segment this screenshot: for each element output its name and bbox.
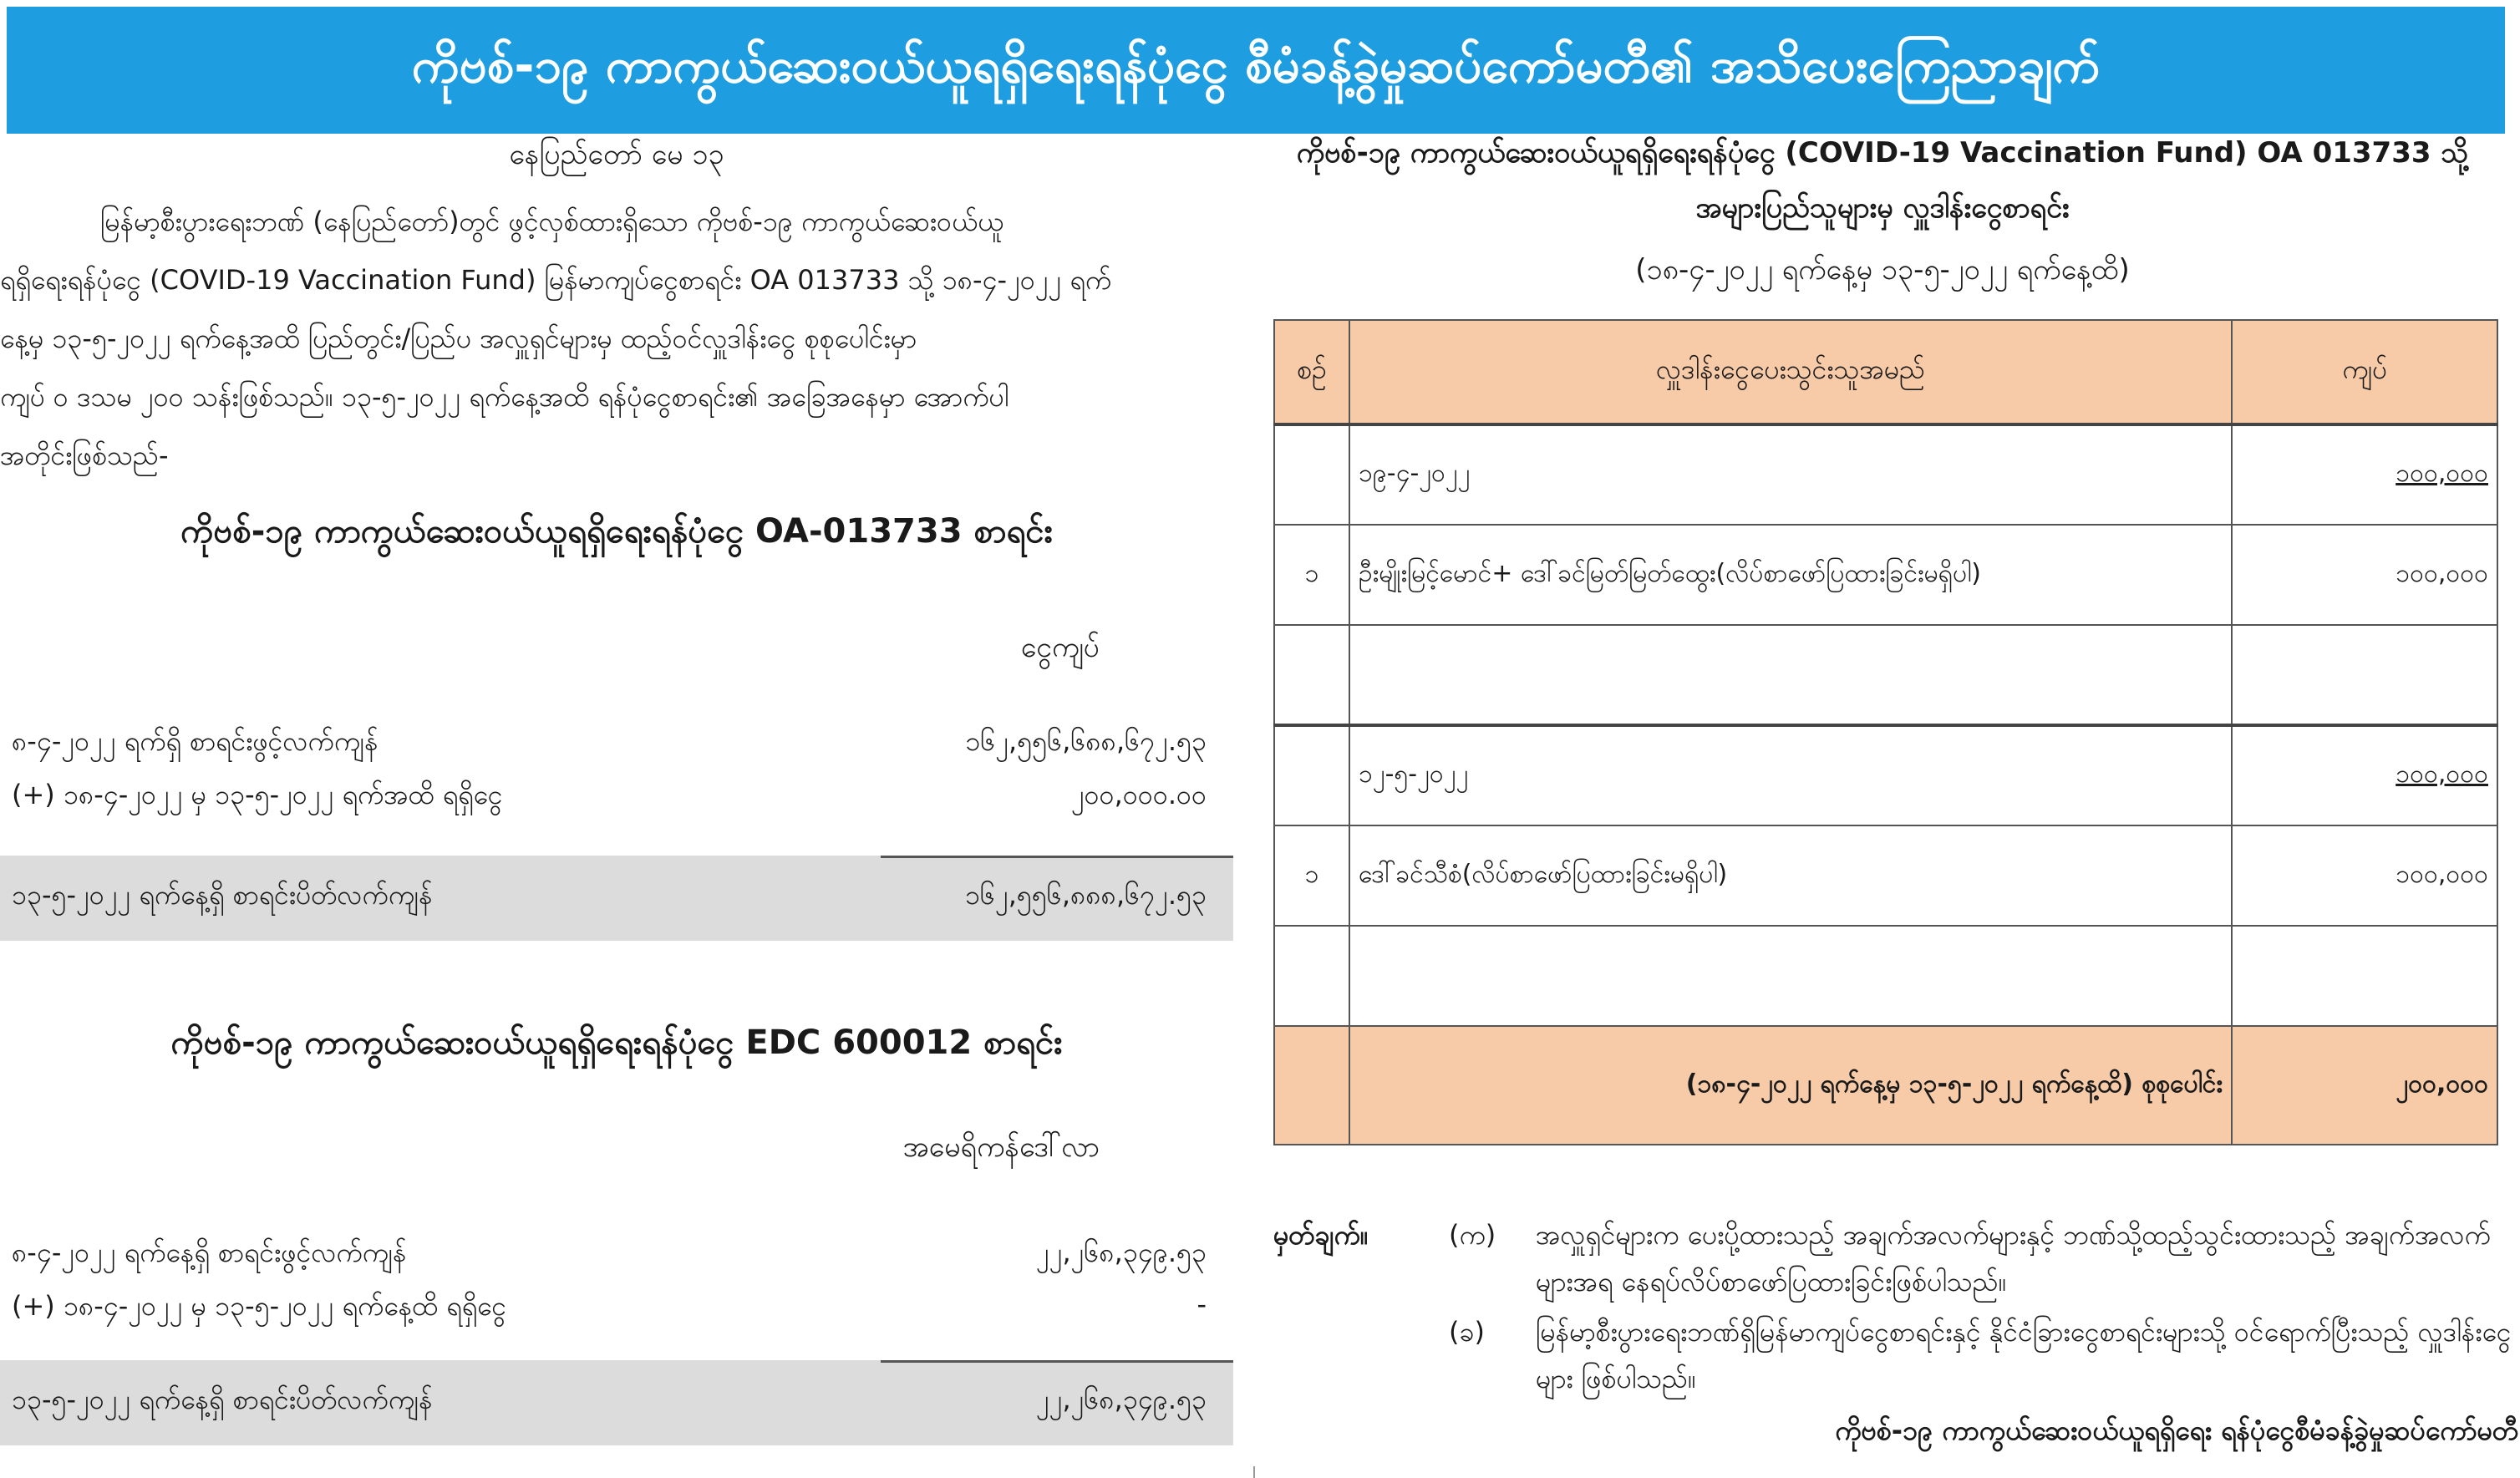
header-serial: စဉ် bbox=[1274, 320, 1349, 424]
note-text: မြန်မာ့စီးပွားရေးဘဏ်ရှိမြန်မာကျပ်ငွေစာရင်းနှင့် နိုင်ငံခြားငွေစာရင်းများသို့ ဝင်ရောက်ပြီးသည့် လှူဒါန်းငွေများ ဖြစ်ပါသည်။ bbox=[1536, 1316, 2512, 1394]
intro-line: မြန်မာ့စီးပွားရေးဘဏ် (နေပြည်တော်)တွင် ဖွင့်လှစ်ထားရှိသော ကိုဗစ်-၁၉ ကာကွယ်ဆေးဝယ်ယူ bbox=[100, 206, 1004, 237]
banner-title: ကိုဗစ်-၁၉ ကာကွယ်ဆေးဝယ်ယူရရှိရေးရန်ပုံငွေ စီမံခန့်ခွဲမှုဆပ်ကော်မတီ၏ အသိပေးကြေညာချက် bbox=[411, 36, 2101, 94]
cell-empty bbox=[1349, 926, 2232, 1026]
header-kyat: ကျပ် bbox=[2232, 320, 2497, 424]
intro-line: အတိုင်းဖြစ်သည်- bbox=[0, 439, 169, 471]
row-label: (+) ၁၈-၄-၂၀၂၂ မှ ၁၃-၅-၂၀၂၂ ရက်အထိ ရရှိငွေ bbox=[12, 779, 503, 810]
intro-line: ကျပ် ၀ ဒသမ ၂၀၀ သန်းဖြစ်သည်။ ၁၃-၅-၂၀၂၂ ရက်နေ့အထိ ရန်ပုံငွေစာရင်း၏ အခြေအနေမှာ အောက်ပါ bbox=[0, 381, 1009, 413]
left-column bbox=[0, 134, 1233, 1478]
cell-donor-name: ဒေါ်ခင်သီစံ(လိပ်စာဖော်ပြထားခြင်းမရှိပါ) bbox=[1349, 825, 2232, 926]
account-row bbox=[0, 717, 1233, 767]
intro-line: နေ့မှ ၁၃-၅-၂၀၂၂ ရက်နေ့အထိ ပြည်တွင်း/ပြည်ပ အလှူရှင်များမှ ထည့်ဝင်လှူဒါန်းငွေ စုစုပေါင်းမှာ bbox=[0, 323, 917, 354]
note-text: အလှူရှင်များက ပေးပို့ထားသည့် အချက်အလက်များနှင့် ဘဏ်သို့ထည့်သွင်းထားသည့် အချက်အလက်များအရ နေရပ်လိပ်စာဖော်ပြထားခြင်းဖြစ်ပါသည်။ bbox=[1536, 1219, 2491, 1298]
cell-amount: ၁၀၀,၀၀၀ bbox=[2232, 525, 2497, 625]
row-value: ၂၂,၂၆၈,၃၄၉.၅၃ bbox=[1036, 1384, 1207, 1415]
row-label: ၈-၄-၂၀၂၂ ရက်ရှိ စာရင်းဖွင့်လက်ကျန် bbox=[12, 725, 379, 757]
right-column bbox=[1245, 134, 2520, 1478]
row-value: ၂၂,၂၆၈,၃၄၉.၅၃ bbox=[1036, 1237, 1207, 1268]
cell-empty bbox=[1274, 1026, 1349, 1145]
cell-empty bbox=[2232, 926, 2497, 1026]
table-row-date bbox=[1274, 725, 2497, 825]
page-banner bbox=[7, 7, 2505, 134]
table-row bbox=[1274, 525, 2497, 625]
cell-donor-name: ဦးမျိုးမြင့်မောင်+ ဒေါ်ခင်မြတ်မြတ်ထွေး(လိပ်စာဖော်ပြထားခြင်းမရှိပါ) bbox=[1349, 525, 2232, 625]
cell-serial bbox=[1274, 424, 1349, 525]
table-row-empty bbox=[1274, 625, 2497, 725]
note-key: (ခ) bbox=[1449, 1316, 1485, 1348]
donation-period: (၁၈-၄-၂၀၂၂ ရက်နေ့မှ ၁၃-၅-၂၀၂၂ ရက်နေ့ထိ) bbox=[1635, 253, 2130, 287]
notes-header: မှတ်ချက်။ bbox=[1273, 1219, 1369, 1251]
cell-subtotal: ၁၀၀,၀၀၀ bbox=[2396, 459, 2488, 488]
row-value: ၂၀၀,၀၀၀.၀၀ bbox=[1070, 779, 1207, 810]
cell-subtotal: ၁၀၀,၀၀၀ bbox=[2396, 759, 2488, 789]
cell-serial: ၁ bbox=[1274, 825, 1349, 926]
currency-label-usd: အမေရိကန်ဒေါ်လာ bbox=[902, 1130, 1100, 1164]
section-title-oa: ကိုဗစ်-၁၉ ကာကွယ်ဆေးဝယ်ယူရရှိရေးရန်ပုံငွေ OA-013733 စာရင်း bbox=[180, 512, 1053, 551]
cell-date: ၁၂-၅-၂၀၂၂ bbox=[1349, 725, 2232, 825]
note-key: (က) bbox=[1449, 1219, 1496, 1251]
account-row bbox=[0, 1228, 1233, 1278]
total-label: (၁၈-၄-၂၀၂၂ ရက်နေ့မှ ၁၃-၅-၂၀၂၂ ရက်နေ့ထိ) စုစုပေါင်း bbox=[1349, 1026, 2232, 1145]
row-value: ၁၆၂,၅၅၆,၈၈၈,၆၇၂.၅၃ bbox=[965, 879, 1207, 911]
table-header-row bbox=[1274, 320, 2497, 424]
closing-balance-row bbox=[0, 856, 1233, 941]
table-row bbox=[1274, 825, 2497, 926]
intro-paragraph bbox=[0, 192, 1233, 485]
cell-empty bbox=[1349, 625, 2232, 725]
cell-serial: ၁ bbox=[1274, 525, 1349, 625]
dateline: နေပြည်တော် မေ ၁၃ bbox=[509, 138, 724, 171]
cell-empty bbox=[2232, 625, 2497, 725]
donation-title-line1: ကိုဗစ်-၁၉ ကာကွယ်ဆေးဝယ်ယူရရှိရေးရန်ပုံငွေ (COVID-19 Vaccination Fund) OA 013733 သို့ bbox=[1296, 136, 2469, 170]
account-row bbox=[0, 1282, 1233, 1332]
cell-date: ၁၉-၄-၂၀၂၂ bbox=[1349, 424, 2232, 525]
total-value: ၂၀၀,၀၀၀ bbox=[2232, 1026, 2497, 1145]
section-title-edc: ကိုဗစ်-၁၉ ကာကွယ်ဆေးဝယ်ယူရရှိရေးရန်ပုံငွေ EDC 600012 စာရင်း bbox=[170, 1023, 1063, 1062]
row-label: ၁၃-၅-၂၀၂၂ ရက်နေ့ရှိ စာရင်းပိတ်လက်ကျန် bbox=[12, 1384, 433, 1415]
header-donor-name: လှူဒါန်းငွေပေးသွင်းသူအမည် bbox=[1349, 320, 2232, 424]
row-value: - bbox=[1196, 1288, 1207, 1320]
table-total-row bbox=[1274, 1026, 2497, 1145]
row-value: ၁၆၂,၅၅၆,၆၈၈,၆၇၂.၅၃ bbox=[965, 725, 1207, 757]
intro-line: ရရှိရေးရန်ပုံငွေ (COVID-19 Vaccination Fund) မြန်မာကျပ်ငွေစာရင်း OA 013733 သို့ ၁၈-၄-၂၀၂၂ ရက် bbox=[0, 264, 1112, 296]
cell-empty bbox=[1274, 625, 1349, 725]
donation-table bbox=[1273, 319, 2498, 1145]
account-row bbox=[0, 770, 1233, 820]
cell-empty bbox=[1274, 926, 1349, 1026]
cell-serial bbox=[1274, 725, 1349, 825]
table-row-date bbox=[1274, 424, 2497, 525]
column-divider bbox=[1253, 1466, 1255, 1478]
table-row-empty bbox=[1274, 926, 2497, 1026]
currency-label-kyat: ငွေကျပ် bbox=[1020, 631, 1100, 664]
committee-signature: ကိုဗစ်-၁၉ ကာကွယ်ဆေးဝယ်ယူရရှိရေး ရန်ပုံငွေစီမံခန့်ခွဲမှုဆပ်ကော်မတီ bbox=[1835, 1415, 2518, 1446]
cell-amount: ၁၀၀,၀၀၀ bbox=[2232, 825, 2497, 926]
row-label: ၁၃-၅-၂၀၂၂ ရက်နေ့ရှိ စာရင်းပိတ်လက်ကျန် bbox=[12, 879, 433, 911]
row-label: (+) ၁၈-၄-၂၀၂၂ မှ ၁၃-၅-၂၀၂၂ ရက်နေ့ထိ ရရှိငွေ bbox=[12, 1290, 507, 1322]
row-label: ၈-၄-၂၀၂၂ ရက်နေ့ရှိ စာရင်းဖွင့်လက်ကျန် bbox=[12, 1237, 407, 1268]
closing-balance-row bbox=[0, 1360, 1233, 1445]
donation-title-line2: အများပြည်သူများမှ လှူဒါန်းငွေစာရင်း bbox=[1695, 191, 2070, 225]
